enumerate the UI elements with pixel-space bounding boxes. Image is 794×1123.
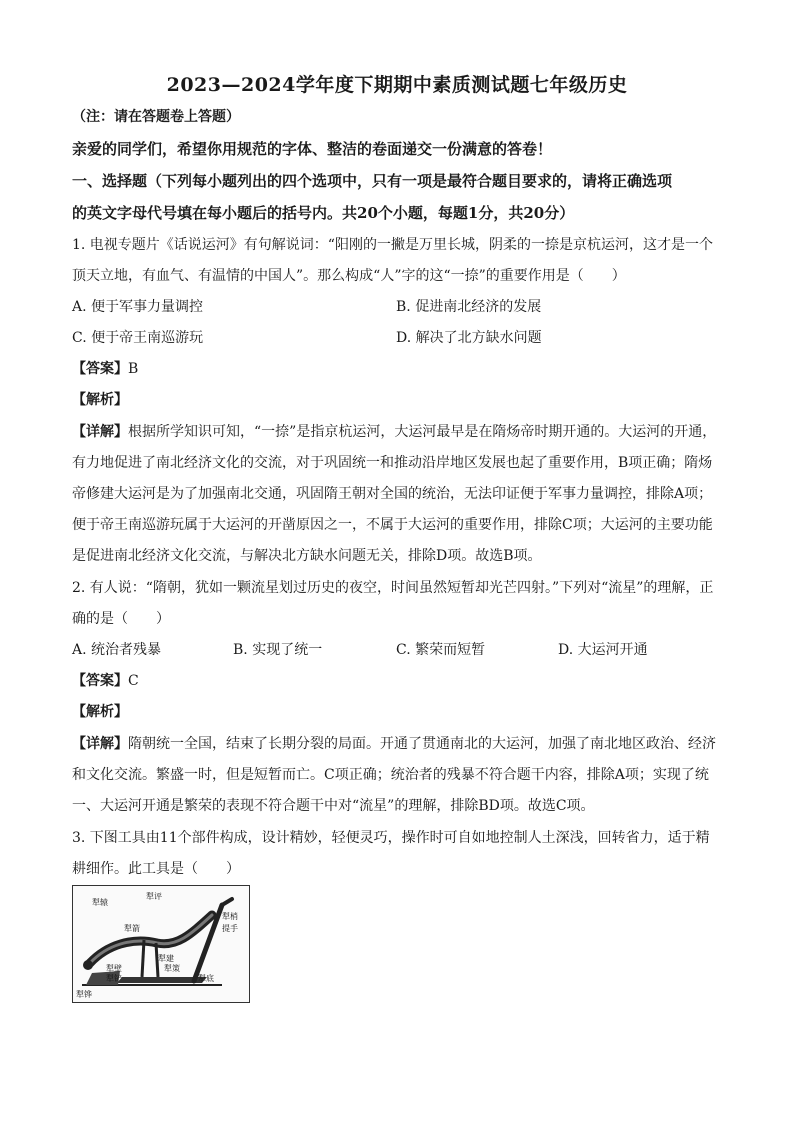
page-title: 2023—2024学年度下期期中素质测试题七年级历史 [166,74,628,96]
question-stem-line: 确的是（ ） [72,611,170,627]
detail-line [72,735,727,753]
section-heading-line: 一、选择题（下列每小题列出的四个选项中，只有一项是最符合题目要求的，请将正确选项 [72,172,673,190]
greeting: 亲爱的同学们，希望你用规范的字体、整洁的卷面递交一份满意的答卷！ [72,140,553,158]
option-d: D. 解决了北方缺水问题 [396,330,542,346]
answer-line [72,360,727,378]
option-c: C. 便于帝王南巡游玩 [72,330,204,346]
detail-line: 便于帝王南巡游玩属于大运河的开凿原因之一，不属于大运河的重要作用，排除C项；大运河的主要功能 [72,517,713,533]
option-a: A. 统治者残暴 [72,642,162,658]
detail-text: 根据所学知识可知，“一捺”是指京杭运河，大运河最早是在隋炀帝时期开通的。大运河的开通， [128,424,717,440]
detail-line [72,423,727,441]
detail-line: 帝修建大运河是为了加强南北交通，巩固隋王朝对全国的统治，无法印证便于军事力量调控，排除A项； [72,486,713,502]
option-a: A. 便于军事力量调控 [72,299,204,315]
answer-line [72,672,727,690]
fig-label: 犁梢 [222,912,238,921]
detail-label: 【详解】 [72,736,128,752]
answer-label: 【答案】 [72,361,128,377]
question-stem-line: 1. 电视专题片《话说运河》有句解说词：“阳刚的一撇是万里长城，阴柔的一捺是京杭运河，这才是一个 [72,237,713,253]
question-stem-line: 顶天立地，有血气、有温情的中国人”。那么构成“人”字的这“一捺”的重要作用是（ ） [72,268,626,284]
question-stem-line: 2. 有人说：“隋朝，犹如一颗流星划过历史的夜空，时间虽然短暂却光芒四射。”下列对“流星”的理解，正 [72,580,714,596]
detail-text: 隋朝统一全国，结束了长期分裂的局面。开通了贯通南北的大运河，加强了南北地区政治、经济 [128,736,716,752]
fig-label: 犁铧 [76,990,92,999]
detail-label: 【详解】 [72,424,128,440]
fig-label: 犁底 [198,974,214,983]
fig-label: 犁建 [158,954,174,963]
exam-note: （注：请在答题卷上答题） [72,109,240,125]
option-b: B. 促进南北经济的发展 [396,299,542,315]
section-heading-line: 的英文字母代号填在每小题后的括号内。共20个小题，每题1分，共20分） [72,204,575,222]
curved-plough-illustration [72,885,250,1003]
fig-label: 提手 [222,924,238,933]
option-d: D. 大运河开通 [558,642,648,658]
analysis-label: 【解析】 [72,704,128,720]
question-stem-line: 耕细作。此工具是（ ） [72,861,240,877]
plough-figure [72,885,250,1003]
detail-line: 和文化交流。繁盛一时，但是短暂而亡。C项正确；统治者的残暴不符合题干内容，排除A项；实现了统 [72,767,709,783]
detail-line: 是促进南北经济文化交流，与解决北方缺水问题无关，排除D项。故选B项。 [72,548,542,564]
fig-label: 犁铲 [106,974,122,983]
fig-label: 犁箭 [124,924,140,933]
answer-value: B [128,361,139,377]
question-stem-line: 3. 下图工具由11个部件构成，设计精妙，轻便灵巧，操作时可自如地控制人土深浅，回转省力，适于精 [72,830,710,846]
answer-value: C [128,673,139,689]
option-b: B. 实现了统一 [233,642,323,658]
fig-label: 犁策 [164,964,180,973]
answer-label: 【答案】 [72,673,128,689]
option-c: C. 繁荣而短暂 [396,642,486,658]
fig-label: 犁评 [146,892,162,901]
fig-label: 犁壁 [106,964,122,973]
detail-line: 一、大运河开通是繁荣的表现不符合题干中对“流星”的理解，排除BD项。故选C项。 [72,798,595,814]
detail-line: 有力地促进了南北经济文化的交流，对于巩固统一和推动沿岸地区发展也起了重要作用，B项正确；隋炀 [72,455,713,471]
fig-label: 犁辕 [92,898,108,907]
analysis-label: 【解析】 [72,392,128,408]
